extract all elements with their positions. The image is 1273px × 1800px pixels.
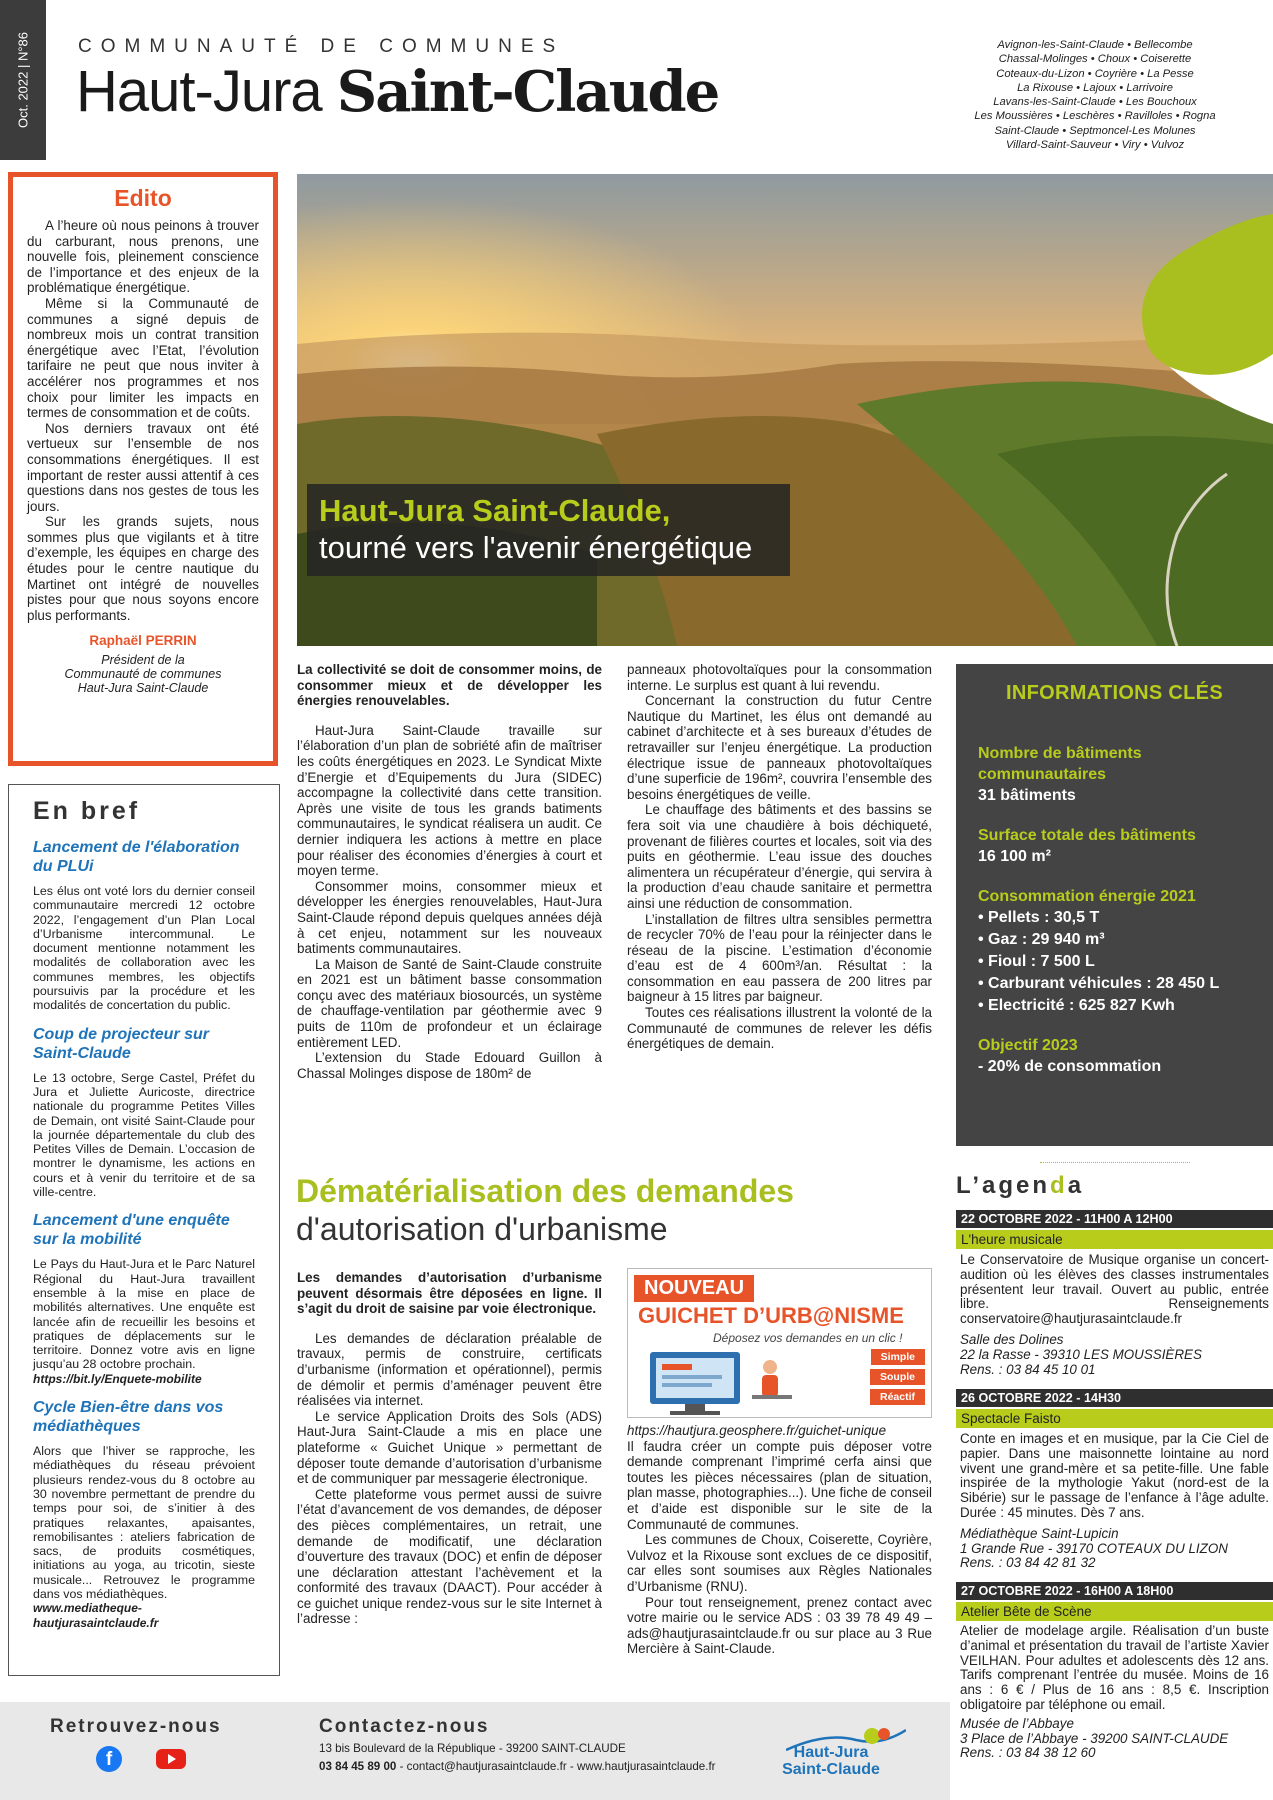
role-line: Communauté de communes (64, 667, 222, 682)
guichet-pill-simple: Simple (871, 1349, 925, 1365)
guichet-badge: NOUVEAU (634, 1275, 754, 1302)
logo-line: Haut-Jura (793, 1744, 869, 1761)
commune-line: Coteaux-du-Lizon • Coyrière • La Pesse (996, 67, 1194, 80)
youtube-play-icon (156, 1749, 186, 1769)
contactez-title: Contactez-nous (319, 1716, 490, 1737)
bref-item-text: Le Pays du Haut-Jura et le Parc Naturel Régional du Haut-Jura travaillent ensemble à la mise en place de mobilités alternatives. Une enquête est lancée afin de recueillir les besoins et pratiques de déplacements sur le territoire. Donnez votre avis en ligne jusqu’au 28 octobre prochain. (33, 1257, 255, 1372)
demat-paragraph: Le service Application Droits des Sols (ADS) Haut-Jura Saint-Claude a mis en place une plateforme « Guichet Unique » permettant de déposer toute demande d’autorisation d’urbanisme et de communiquer par messagerie électronique. (297, 1408, 602, 1487)
article1-paragraph: Toutes ces réalisations illustrent la volonté de la Communauté de communes de relever les défis énergétiques de demain. (627, 1005, 932, 1052)
logo-text (756, 1744, 906, 1778)
bref-item-title: Coup de projecteur sur Saint-Claude (33, 1025, 210, 1062)
event-body (956, 1253, 1273, 1377)
info-item: • Fioul : 7 500 L (978, 953, 1095, 970)
footer-contact-line (319, 1760, 716, 1773)
commune-line: Saint-Claude • Septmoncel-Les Molunes (994, 124, 1196, 137)
article1-column2 (627, 662, 932, 1052)
logo-line: Saint-Claude (782, 1761, 880, 1778)
bref-item-text: Les élus ont voté lors du dernier conseil communautaire mercredi 12 octobre 2022, l’engagement d’un Plan Local d’Urbanisme intercommunal. Le document mentionne notamment les modalités de collaboration avec les communes membres, les objectifs poursuivis par la procédure et les modalités de concertation du public. (33, 884, 255, 1013)
edito-paragraph: A l’heure où nous peinons à trouver du carburant, nous prenons, une nouvelle fois, pleinement conscience de l’importance et des enjeux de la problématique énergétique. (27, 218, 259, 296)
commune-line: La Rixouse • Lajoux • Larrivoire (1017, 81, 1173, 94)
place-line: Rens. : 03 84 42 81 32 (960, 1555, 1096, 1571)
event-place (960, 1717, 1269, 1761)
article1-paragraph: Haut-Jura Saint-Claude travaille sur l’élaboration d’un plan de sobriété afin de maîtriser les coûts énergétiques en 2023. Le Syndicat Mixte d’Energie et d’Equipements du Jura (SIDEC) accompagne la collectivité dans cette transition. Après une visite de tous les grands batiments communautaires, le syndicat réalisera un audit. Ce dernier indiquera les actions à mettre en place pour réaliser des économies d’énergies à court et moyen terme. (297, 722, 602, 879)
info-value: 16 100 m² (978, 848, 1051, 865)
hero-title-line1: Haut-Jura Saint-Claude, (319, 493, 671, 528)
bref-item-text: Le 13 octobre, Serge Castel, Préfet du Jura et Juliette Auricoste, directrice nationale du programme Petites Villes de Demain, ont visité Saint-Claude pour la journée départementale du club des Petites Villes de Demain. L’occasion de montrer le dynamisme, les actions en cours et à venir du territoire et de sa ville-centre. (33, 1070, 255, 1200)
agenda-title-accent: d (1050, 1172, 1068, 1199)
edito-title: Edito (114, 185, 172, 211)
demat-column1 (297, 1270, 602, 1627)
event-date: 22 OCTOBRE 2022 - 11H00 A 12H00 (956, 1210, 1273, 1228)
masthead-bold: Saint-Claude (336, 59, 719, 125)
agenda-title-part: en (1016, 1172, 1051, 1199)
demat-paragraph: Les demandes de déclaration préalable de travaux, permis de construire, certificats d’urbanisme (information et opérationnel), permis de démolir et permis d’aménager peuvent être réalisées via internet. (297, 1330, 602, 1409)
agenda-title-part: g (998, 1172, 1017, 1199)
article1-paragraph: L’installation de filtres ultra sensibles permettra de recycler 70% de l’eau pour la réinjecter dans le réseau de la piscine. L’estimation d’économie d’eau est de 4 600m³/an. Résultat : la consommation en eau passera de 200 litres par baigneur à 15 litres par baigneur. (627, 911, 932, 1005)
place-line: Salle des Dolines (960, 1331, 1064, 1347)
bref-item-title: Lancement de l'élaboration du PLUi (33, 839, 240, 875)
edito-paragraph: Nos derniers travaux ont été vertueux sur l’ensemble de nos consommations énergétiques. Il est important de rester aussi attentif à ces questions dans nos gestes de tous les jours. (27, 420, 259, 514)
bref-item-text: Alors que l’hiver se rapproche, les médiathèques du réseau prévoient plusieurs rendez-vous du 8 octobre au 30 novembre permettant de prendre du temps pour soi, de s’initier à des pratiques relaxantes, apaisantes, remobilisantes : ateliers fabrication de sacs, de produits cosmétiques, initiations au yoga, au tricotin, sieste musicale... Retrouvez le programme dans vos médiathèques. (33, 1444, 255, 1601)
article1-paragraph: Concernant la construction du futur Centre Nautique du Martinet, les élus ont demandé au cabinet d’architecte et à ses bureaux d’études de retravailler sur l’enjeu énergétique. La production électrique issue de panneaux photovoltaïques d’une superficie de 196m², couvrira l’ensemble des besoins énergétiques de veille. (627, 693, 932, 802)
edito-signature: Raphaël PERRIN (89, 633, 197, 649)
demat-title-line2: d'autorisation d'urbanisme (296, 1211, 668, 1247)
place-line: Musée de l’Abbaye (960, 1715, 1074, 1731)
edito-paragraph: Même si la Communauté de communes a signé depuis de nombreux mois un contrat transition énergétique avec l’Etat, l’évolution tarifaire ne peut que nous inviter à accélérer nos programmes et nos choix pour limiter les impacts en termes de consommation et de coûts. (27, 295, 259, 421)
guichet-subtitle: Déposez vos demandes en un clic ! (713, 1331, 903, 1345)
guichet-urbanisme-banner (627, 1268, 932, 1418)
agenda-title (956, 1172, 1084, 1200)
communes-list (940, 38, 1250, 152)
edito-paragraph: Sur les grands sujets, nous sommes plus que vigilants et à titre d’exemple, les équipes en charge des études pour le centre nautique du Martinet ont intégré de nouvelles pistes pour que nous soyons encore plus performants. (27, 514, 259, 623)
place-line: Rens. : 03 84 45 10 01 (960, 1361, 1096, 1377)
agenda-rule (1040, 1162, 1190, 1163)
article1-paragraph: L’extension du Stade Edouard Guillon à Chassal Molinges dispose de 180m² de (297, 1050, 602, 1081)
footer-phone: 03 84 45 89 00 (319, 1760, 397, 1773)
bref-item-link[interactable]: https://bit.ly/Enquete-mobilite (33, 1371, 202, 1386)
event-text: Le Conservatoire de Musique organise un concert-audition où les élèves des classes instrumentales présentent leur travail. Ouvert au public, entrée libre. Renseignements conservatoire@hautjurasaintclaude.fr (960, 1252, 1269, 1327)
event-place (960, 1527, 1269, 1571)
guichet-pill-souple: Souple (870, 1369, 925, 1385)
bref-item-title: Cycle Bien-être dans vos médiathèques (33, 1399, 224, 1436)
computer-illustration-icon (640, 1347, 810, 1417)
article1-paragraph: Consommer moins, consommer mieux et développer les énergies renouvelables, Haut-Jura Saint-Claude répond depuis quelques années déjà à cet enjeu, notamment sur les nouveaux batiments communautaires. (297, 878, 602, 957)
agenda-title-part: L’a (956, 1172, 999, 1199)
event-name: Spectacle Faisto (956, 1409, 1273, 1428)
article1-column1 (297, 662, 602, 1081)
footer-email-web[interactable]: - contact@hautjurasaintclaude.fr - www.hautjurasaintclaude.fr (396, 1760, 716, 1773)
demat-paragraph: Il faudra créer un compte puis déposer votre demande comprenant l’imprimé cerfa ainsi que toutes les pièces nécessaires (plan de situation, plan masse, photographies...). Une fiche de conseil et d’aide est disponible sur le site de la Communauté de communes. (627, 1438, 932, 1532)
hero-title-line2: tourné vers l'avenir énergétique (319, 530, 753, 565)
commune-line: Villard-Saint-Sauveur • Viry • Vulvoz (1005, 139, 1185, 152)
info-item: • Gaz : 29 940 m³ (978, 931, 1105, 948)
demat-column2 (627, 1423, 932, 1657)
guichet-url[interactable]: https://hautjura.geosphere.fr/guichet-unique (627, 1423, 887, 1438)
article1-paragraph: Le chauffage des bâtiments et des bassins se fera soit via une chaudière à bois déchiqueté, provenant de filières courtes et locales, soit via des puits en géothermie. L’eau issue des douches alimentera un récupérateur d’énergie, qui servira à la production d’eau chaude sanitaire et permettra ainsi une réduction de consommation. (627, 802, 932, 911)
youtube-icon[interactable] (156, 1749, 186, 1769)
article1-paragraph: panneaux photovoltaïques pour la consommation interne. Le surplus est quant à lui revendu. (627, 662, 932, 693)
en-bref-box (8, 784, 280, 1676)
demat-title (296, 1172, 794, 1248)
bref-item-link[interactable]: www.mediatheque-hautjurasaintclaude.fr (33, 1601, 159, 1630)
commune-line: Les Moussières • Leschères • Ravilloles • Rogna (974, 110, 1216, 123)
demat-paragraph: Pour tout renseignement, prenez contact avec votre mairie ou le service ADS : 03 39 78 49 49 – ads@hautjurasaintclaude.fr ou sur place au 3 Rue Mercière à Saint-Claude. (627, 1594, 932, 1657)
commune-line: Chassal-Molinges • Choux • Coiserette (998, 53, 1192, 66)
article1-lead: La collectivité se doit de consommer moins, de consommer mieux et de développer les énergies renouvelables. (297, 662, 602, 709)
masthead-title (76, 58, 718, 125)
org-line: COMMUNAUTÉ DE COMMUNES (78, 36, 565, 57)
bref-item-title: Lancement d'une enquête sur la mobilité (33, 1212, 230, 1249)
place-line: 3 Place de l’Abbaye - 39200 SAINT-CLAUDE (960, 1730, 1229, 1746)
event-date: 27 OCTOBRE 2022 - 16H00 A 18H00 (956, 1582, 1273, 1600)
info-item: • Pellets : 30,5 T (978, 909, 1100, 926)
info-item: • Carburant véhicules : 28 450 L (978, 975, 1220, 992)
info-label: Objectif 2023 (978, 1037, 1078, 1054)
hero-title-box (307, 484, 790, 576)
info-value: 31 bâtiments (978, 787, 1076, 804)
event-name: L'heure musicale (956, 1230, 1273, 1249)
demat-title-line1: Dématérialisation des demandes (296, 1173, 794, 1209)
event-body (956, 1432, 1273, 1571)
commune-line: Avignon-les-Saint-Claude • Bellecombe (997, 39, 1193, 51)
guichet-pill-reactif: Réactif (870, 1389, 925, 1405)
issue-label: Oct. 2022 | N°86 (15, 31, 31, 129)
masthead-light: Haut-Jura (76, 59, 337, 124)
footer-address: 13 bis Boulevard de la République - 39200 SAINT-CLAUDE (319, 1742, 626, 1755)
event-place (960, 1333, 1269, 1377)
role-line: Président de la (101, 653, 185, 668)
role-line: Haut-Jura Saint-Claude (77, 681, 209, 696)
place-line: 22 la Rasse - 39310 LES MOUSSIÈRES (960, 1346, 1202, 1362)
event-text: Atelier de modelage argile. Réalisation d’un buste d’animal et présentation du travail de l’artiste Xavier VEILHAN. Pour adultes et adolescents dès 12 ans. Tarifs comprenant l’entrée du musée. Moins de 16 ans : 6 € / Plus de 16 ans : 8,5 €. Inscription obligatoire par téléphone ou email. (960, 1623, 1269, 1712)
edito-box (8, 172, 278, 766)
info-value: - 20% de consommation (978, 1058, 1162, 1075)
en-bref-title: En bref (33, 797, 141, 825)
demat-paragraph: Cette plateforme vous permet aussi de suivre l’état d’avancement de vos demandes, de déposer des pièces complémentaires, un retrait, une demande de modificatif, une déclaration d’ouverture des travaux (DOC) et enfin de déposer une déclaration attestant l’achèvement et la conformité des travaux (DAACT). Pour accéder à ce guichet unique rendez-vous sur le site Internet à l’adresse : (297, 1486, 602, 1627)
info-item: • Electricité : 625 827 Kwh (978, 997, 1175, 1014)
info-label: Nombre de bâtiments communautaires (978, 745, 1142, 783)
demat-lead: Les demandes d’autorisation d’urbanisme peuvent désormais être déposées en ligne. Il s’agit du droit de saisine par voie électronique. (297, 1270, 602, 1317)
info-label: Consommation énergie 2021 (978, 888, 1196, 905)
footer-logo (756, 1722, 906, 1782)
info-label: Surface totale des bâtiments (978, 827, 1196, 844)
facebook-icon[interactable]: f (96, 1746, 122, 1772)
issue-band (0, 0, 46, 160)
event-date: 26 OCTOBRE 2022 - 14H30 (956, 1389, 1273, 1407)
guichet-title: GUICHET D’URB@NISME (638, 1303, 904, 1328)
place-line: 1 Grande Rue - 39170 COTEAUX DU LIZON (960, 1540, 1228, 1556)
key-info-title: INFORMATIONS CLÉS (1006, 682, 1223, 704)
key-info-box (956, 664, 1273, 1146)
event-name: Atelier Bête de Scène (956, 1602, 1273, 1621)
place-line: Médiathèque Saint-Lupicin (960, 1525, 1119, 1541)
commune-line: Lavans-les-Saint-Claude • Les Bouchoux (993, 96, 1197, 109)
article1-paragraph: La Maison de Santé de Saint-Claude construite en 2021 est un bâtiment basse consommation conçu avec des matériaux biosourcés, un système de chauffage-ventilation par géothermie avec 9 puits de 110m de profondeur et un éclairage entièrement LED. (297, 956, 602, 1050)
demat-paragraph: Les communes de Choux, Coiserette, Coyrière, Vulvoz et la Rixouse sont exclues de ce dispositif, car elles sont soumises aux Règles Nationales d’Urbanisme (RNU). (627, 1532, 932, 1594)
event-body (956, 1624, 1273, 1761)
edito-role (27, 653, 259, 695)
place-line: Rens. : 03 84 38 12 60 (960, 1745, 1096, 1761)
agenda-title-part: a (1067, 1172, 1085, 1199)
retrouvez-title: Retrouvez-nous (50, 1716, 222, 1737)
event-text: Conte en images et en musique, par la Cie Ciel de papier. Dans une maisonnette lointaine au nord vivent une grand-mère et sa petite-fille. Une fable inspirée de la mythologie Yakut (nord-est de la Sibérie) sur le passage de l’enfance à l’âge adulte. Durée : 45 minutes. Dès 7 ans. (960, 1431, 1269, 1520)
